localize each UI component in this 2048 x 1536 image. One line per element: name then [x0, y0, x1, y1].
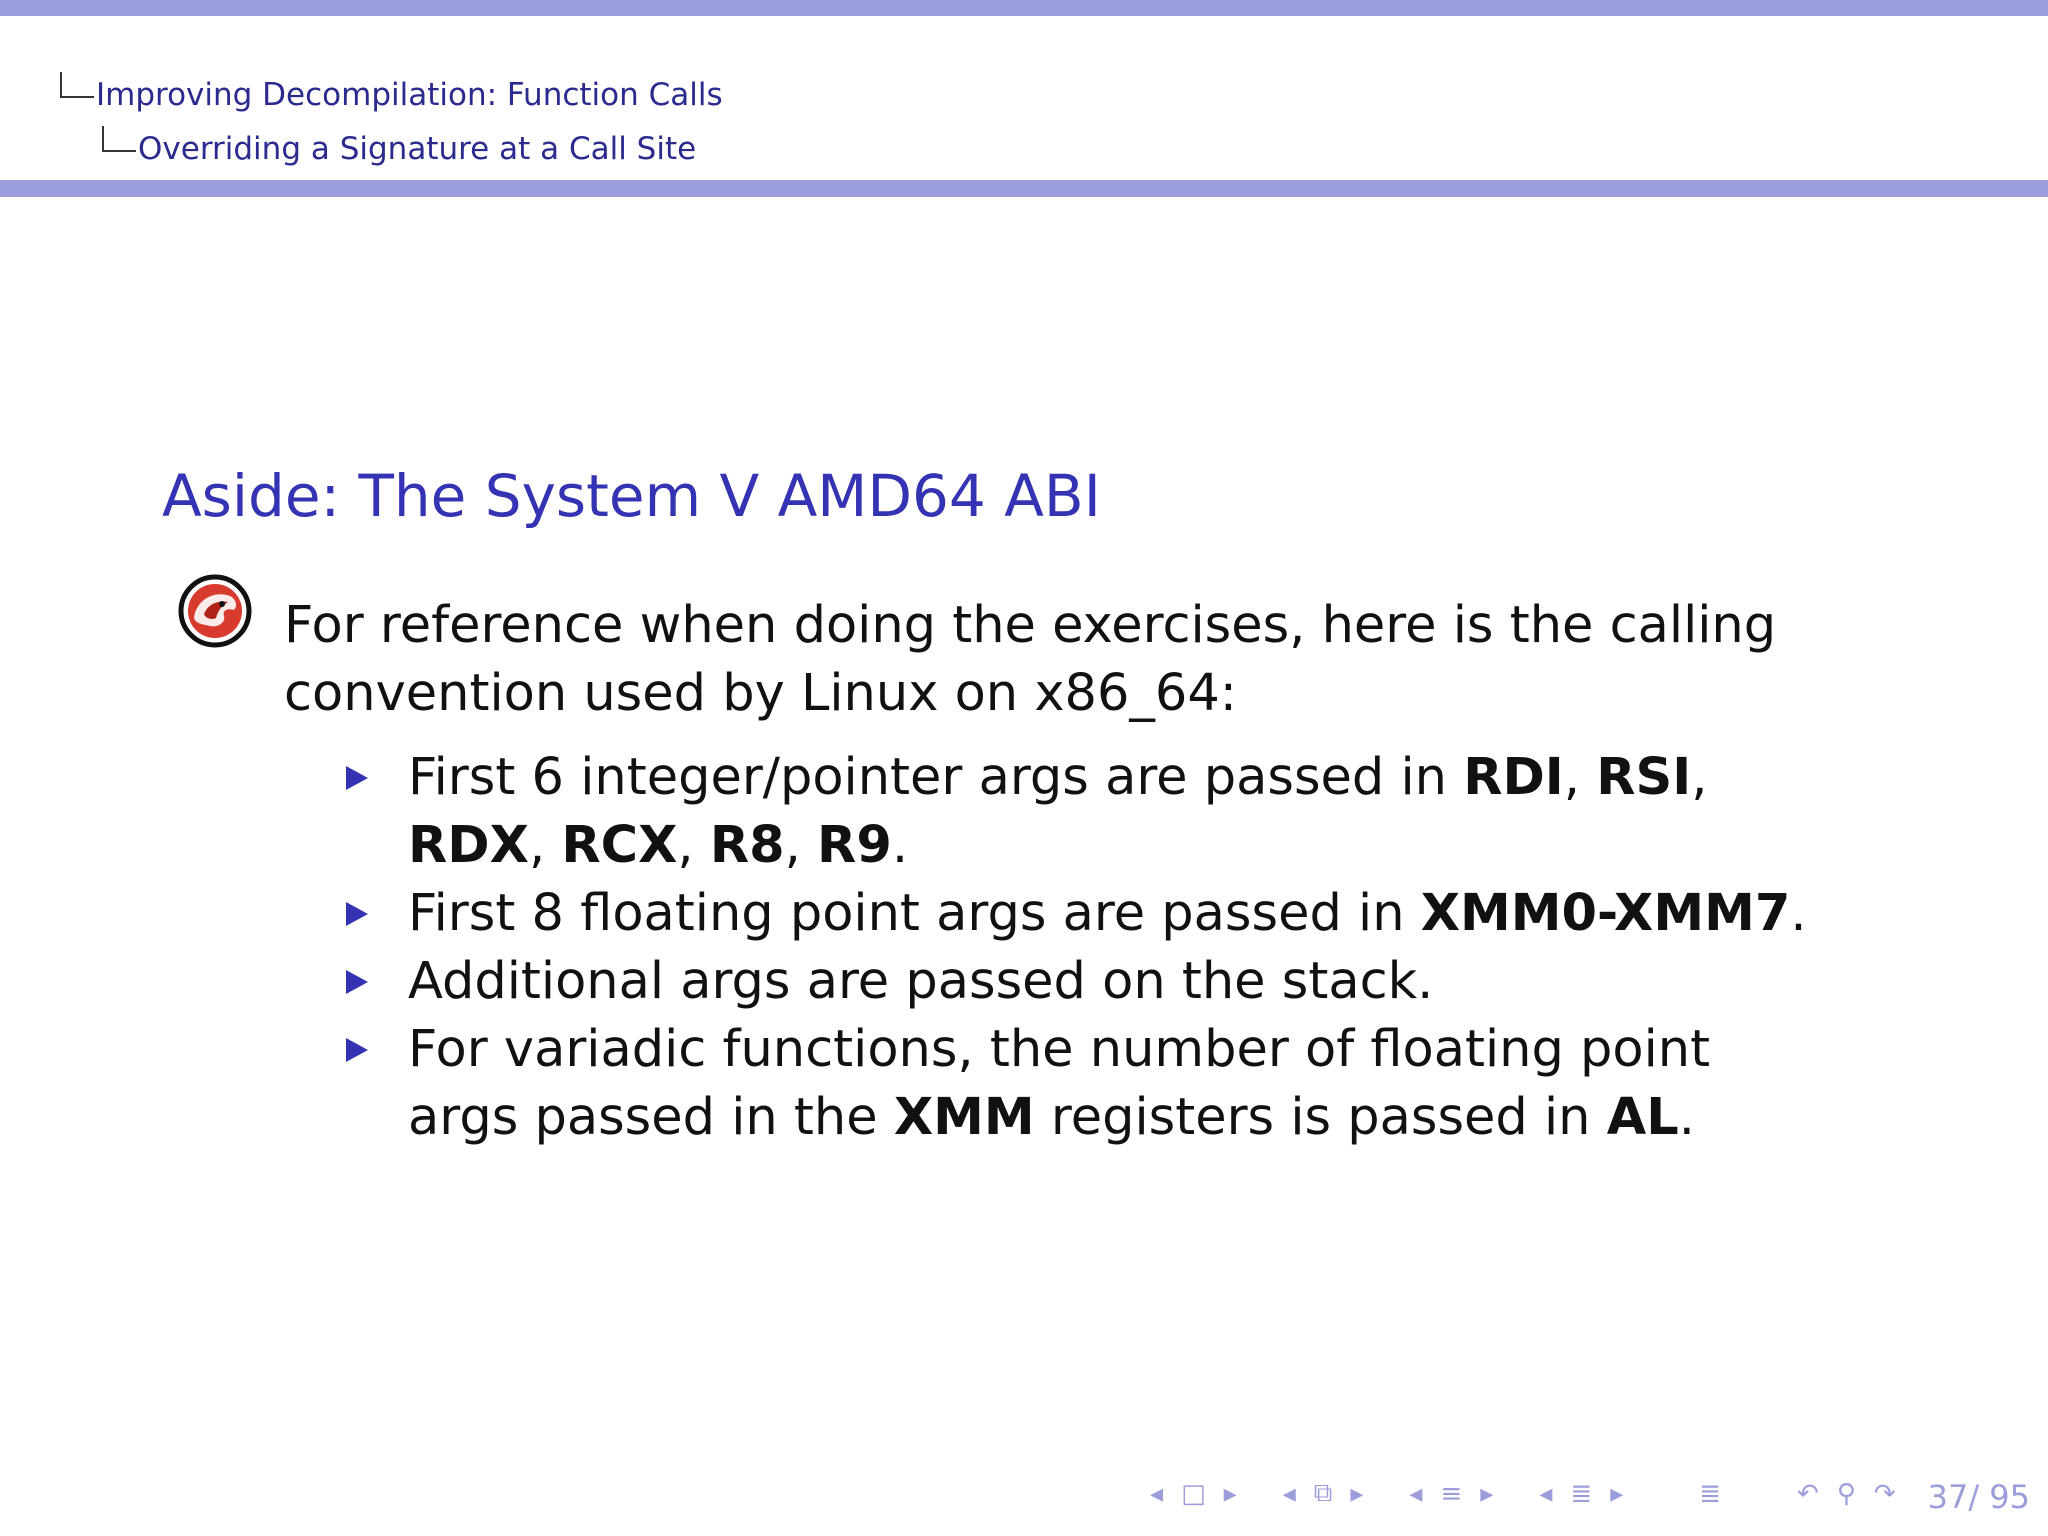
list-item [340, 948, 1820, 1016]
separator: , [784, 816, 818, 875]
page-number: 37/ 95 [1927, 1478, 2030, 1516]
separator: , [677, 816, 710, 875]
separator: , [528, 816, 562, 875]
bullet-triangle-icon [346, 766, 368, 790]
register-name: AL [1606, 1088, 1679, 1147]
tree-connector-icon [102, 126, 136, 152]
prev-subsection-icon[interactable]: ◂ [1409, 1478, 1423, 1509]
list-item [340, 1016, 1820, 1152]
tree-connector-icon [60, 72, 94, 98]
separator: , [1563, 748, 1597, 807]
dragon-logo-icon [178, 574, 252, 648]
subsection-icon[interactable]: ≡ [1440, 1478, 1463, 1509]
register-name: R9 [817, 816, 892, 875]
breadcrumb-subsection[interactable]: Overriding a Signature at a Call Site [138, 131, 697, 167]
period: . [891, 816, 909, 875]
register-name: RSI [1596, 748, 1692, 807]
bullet-text: First 6 integer/pointer args are passed in [408, 748, 1464, 807]
list-item [340, 880, 1820, 948]
prev-section-icon[interactable]: ◂ [1539, 1478, 1553, 1509]
header-top-bar [0, 0, 2048, 16]
next-section-icon[interactable]: ▸ [1610, 1478, 1624, 1509]
register-name: RDX [408, 816, 529, 875]
bullet-triangle-icon [346, 1038, 368, 1062]
header-bottom-bar [0, 180, 2048, 197]
frame-title: Aside: The System V AMD64 ABI [162, 462, 1101, 530]
section-icon[interactable]: ≣ [1570, 1478, 1593, 1509]
breadcrumb-section[interactable]: Improving Decompilation: Function Calls [96, 77, 723, 113]
list-item [340, 744, 1820, 880]
register-name: RDI [1463, 748, 1564, 807]
separator: , [1691, 748, 1708, 807]
intro-paragraph: For reference when doing the exercises, here is the calling convention used by Linux on x86_64: [284, 596, 1777, 723]
period: . [1790, 884, 1807, 943]
prev-frame-icon[interactable]: ◂ [1150, 1478, 1164, 1509]
next-slide-icon[interactable]: ▸ [1350, 1478, 1364, 1509]
forward-icon[interactable]: ↷ [1873, 1478, 1896, 1509]
register-name: RCX [561, 816, 678, 875]
back-icon[interactable]: ↶ [1797, 1478, 1819, 1509]
next-frame-icon[interactable]: ▸ [1223, 1478, 1237, 1509]
period: . [1678, 1088, 1695, 1147]
frame-icon[interactable]: □ [1181, 1478, 1206, 1509]
bullet-text: First 8 floating point args are passed in [408, 884, 1421, 943]
bullet-text: For variadic functions, the number of floating point args passed in the [408, 1020, 1711, 1147]
bullet-list [340, 744, 1820, 1152]
align-icon[interactable]: ≣ [1699, 1478, 1722, 1509]
beamer-navigation-bar [1150, 1478, 2030, 1518]
register-name: XMM0-XMM7 [1420, 884, 1791, 943]
register-name: R8 [709, 816, 785, 875]
bullet-triangle-icon [346, 970, 368, 994]
prev-slide-icon[interactable]: ◂ [1282, 1478, 1296, 1509]
next-subsection-icon[interactable]: ▸ [1480, 1478, 1494, 1509]
bullet-triangle-icon [346, 902, 368, 926]
search-icon[interactable]: ⚲ [1836, 1478, 1856, 1509]
bullet-text: Additional args are passed on the stack. [408, 952, 1434, 1011]
register-name: XMM [893, 1088, 1035, 1147]
bullet-text: registers is passed in [1034, 1088, 1607, 1147]
slide-stack-icon[interactable]: ⧉ [1313, 1478, 1333, 1508]
